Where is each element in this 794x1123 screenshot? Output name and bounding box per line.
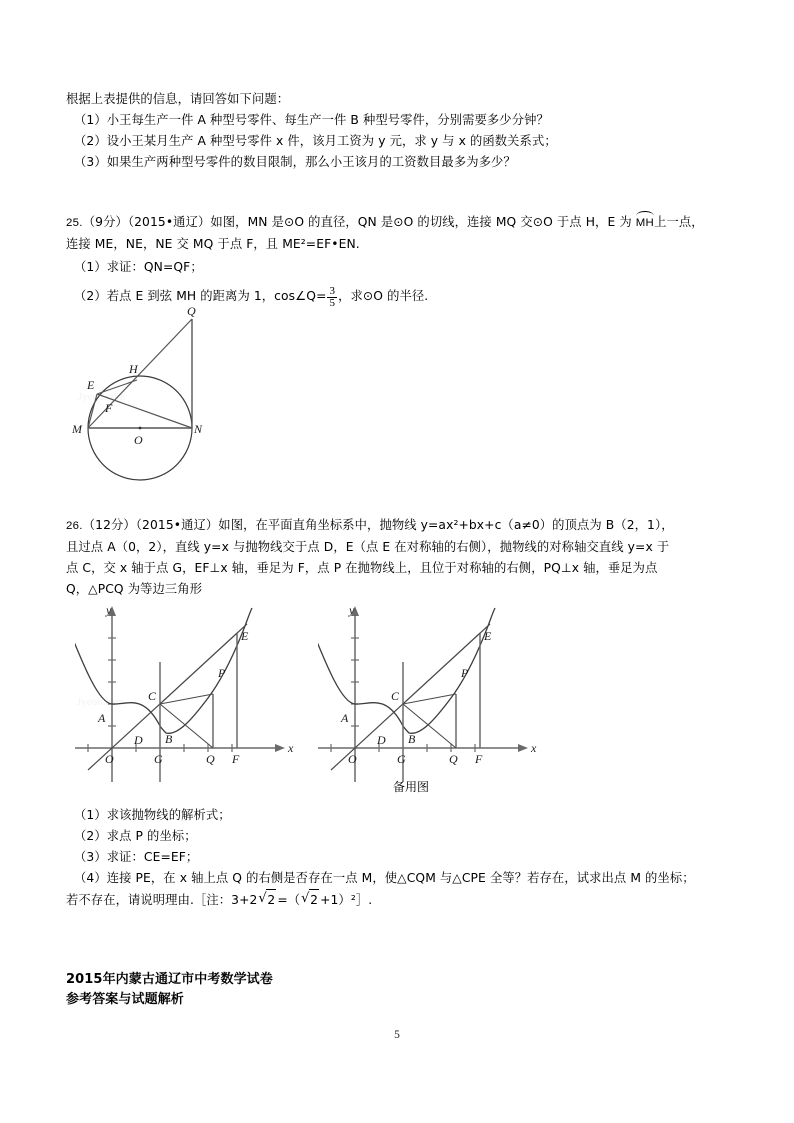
- parabola-figure-main: [75, 600, 310, 785]
- label-b: B: [408, 732, 416, 746]
- circle-tangent-figure: [70, 300, 320, 505]
- question-26-stem-line2: 且过点 A（0，2），直线 y=x 与抛物线交于点 D，E（点 E 在对称轴的右侧），抛物线的对称轴交直线 y=x 于: [66, 540, 670, 554]
- q26-source: （2015•通辽）: [135, 518, 219, 532]
- sqrt-radical-1: √ 2: [258, 889, 276, 911]
- parabola-spare-svg: [318, 600, 553, 785]
- parabola-figure-spare: [318, 600, 553, 800]
- label-f: F: [232, 752, 240, 766]
- label-c: C: [391, 689, 400, 703]
- label-g: G: [397, 752, 406, 766]
- question-26-block: [66, 515, 674, 600]
- label-g: G: [154, 752, 163, 766]
- label-n: N: [194, 422, 203, 436]
- circle-figure-svg: [70, 300, 320, 505]
- intro-item-2: （2）设小王某月生产 A 种型号零件 x 件，该月工资为 y 元，求 y 与 x 的函数关系式；: [74, 134, 557, 148]
- question-26-stem-line3: 点 C，交 x 轴于点 G，EF⊥x 轴，垂足为 F，点 P 在抛物线上，且位于对称轴的右侧，PQ⊥x 轴，垂足为点: [66, 561, 658, 575]
- question-25-block: [66, 212, 704, 309]
- label-e: E: [484, 629, 492, 643]
- q26-note-c: +1）²］.: [320, 893, 373, 907]
- question-26-sub3: （3）求证：CE=EF；: [74, 850, 199, 864]
- page-number: 5: [394, 1029, 400, 1041]
- center-point-o: [139, 427, 142, 430]
- label-d: D: [134, 733, 143, 747]
- label-a: A: [98, 711, 106, 725]
- footer-title-block: [66, 970, 273, 1010]
- label-e: E: [241, 629, 249, 643]
- q25-source: （2015•通辽）: [127, 215, 211, 229]
- question-25-sub1: （1）求证：QN=QF；: [74, 260, 203, 274]
- figure-watermark: Jyeoo.com: [78, 391, 126, 403]
- x-axis-arrow: [518, 744, 528, 752]
- q25-stem-part2: 上一点，: [654, 215, 704, 229]
- question-26-sub4-line1: （4）连接 PE，在 x 轴上点 Q 的右侧是否存在一点 M，使△CQM 与△CPE 全等？若存在，试求出点 M 的坐标；: [74, 871, 695, 885]
- label-q: Q: [449, 752, 458, 766]
- footer-title-line1: 2015年内蒙古通辽市中考数学试卷: [66, 972, 273, 987]
- label-x-axis: x: [288, 741, 294, 755]
- q25-sub2-text-a: （2）若点 E 到弦 MH 的距离为 1，cos∠Q=: [74, 289, 327, 304]
- label-y-axis: y: [106, 603, 112, 617]
- label-m: M: [72, 422, 82, 436]
- label-h: H: [129, 362, 138, 376]
- footer-title-line2: 参考答案与试题解析: [66, 992, 184, 1007]
- label-q: Q: [187, 304, 196, 318]
- intro-item-1: （1）小王每生产一件 A 种型号零件、每生产一件 B 种型号零件，分别需要多少分钟？: [74, 113, 549, 127]
- x-axis-arrow: [275, 744, 285, 752]
- intro-block: [66, 89, 557, 173]
- q25-number: 25: [66, 217, 80, 229]
- q25-sub2-text-b: ，求⊙O 的半径.: [338, 289, 429, 304]
- question-26-stem-line4: Q，△PCQ 为等边三角形: [66, 582, 203, 596]
- spare-figure-caption: 备用图: [393, 780, 430, 794]
- q26-number: 26: [66, 520, 80, 532]
- q25-stem-part1: 如图，MN 是⊙O 的直径，QN 是⊙O 的切线，连接 MQ 交⊙O 于点 H，E 为: [210, 215, 636, 229]
- label-p: P: [461, 666, 469, 680]
- label-o: O: [105, 752, 114, 766]
- segment-mq: [88, 319, 192, 428]
- label-f: F: [475, 752, 483, 766]
- q26-note-a: 若不存在，请说明理由.［注：3+2: [66, 893, 258, 907]
- question-25-stem-line1: 25.（9分）（2015•通辽）如图，MN 是⊙O 的直径，QN 是⊙O 的切线，连接 MQ 交⊙O 于点 H，E 为 MH上一点，: [66, 212, 704, 234]
- question-25-stem-line2: 连接 ME，NE，NE 交 MQ 于点 F，且 ME²=EF•EN.: [66, 237, 360, 251]
- label-o: O: [348, 752, 357, 766]
- label-d: D: [377, 733, 386, 747]
- question-26-sub4-line2: [66, 889, 695, 911]
- q25-points: （9分）: [82, 215, 128, 229]
- q26-points: （12分）: [82, 518, 136, 532]
- label-c: C: [148, 689, 157, 703]
- label-o: O: [134, 433, 143, 447]
- intro-item-3: （3）如果生产两种型号零件的数目限制，那么小王该月的工资数目最多为多少？: [74, 155, 516, 169]
- label-x-axis: x: [531, 741, 537, 755]
- label-a: A: [341, 711, 349, 725]
- question-26-sub2: （2）求点 P 的坐标；: [74, 829, 197, 843]
- question-26-sub1: （1）求该抛物线的解析式；: [74, 808, 231, 822]
- question-26-stem-line1: 26.（12分）（2015•通辽）如图，在平面直角坐标系中，抛物线 y=ax²+bx+c（a≠0）的顶点为 B（2，1），: [66, 518, 674, 532]
- q26-note-b: =（: [277, 893, 301, 907]
- label-b: B: [165, 732, 173, 746]
- question-26-subitems: [66, 805, 695, 911]
- label-f: F: [105, 401, 113, 415]
- label-p: P: [218, 666, 226, 680]
- figure-watermark: Jyeoo.com: [77, 696, 125, 708]
- q25-cos-fraction: $\frac{3}{5}$: [329, 285, 336, 310]
- parabola-main-svg: [75, 600, 310, 785]
- intro-lead: 根据上表提供的信息，请回答如下问题：: [66, 92, 290, 106]
- label-q: Q: [206, 752, 215, 766]
- q25-arc-mh: MH: [636, 212, 654, 234]
- sqrt-radical-2: √ 2: [301, 889, 319, 911]
- label-e: E: [87, 378, 95, 392]
- label-y-axis: y: [349, 603, 355, 617]
- q26-stem-0: 如图，在平面直角坐标系中，抛物线 y=ax²+bx+c（a≠0）的顶点为 B（2，1），: [218, 518, 674, 532]
